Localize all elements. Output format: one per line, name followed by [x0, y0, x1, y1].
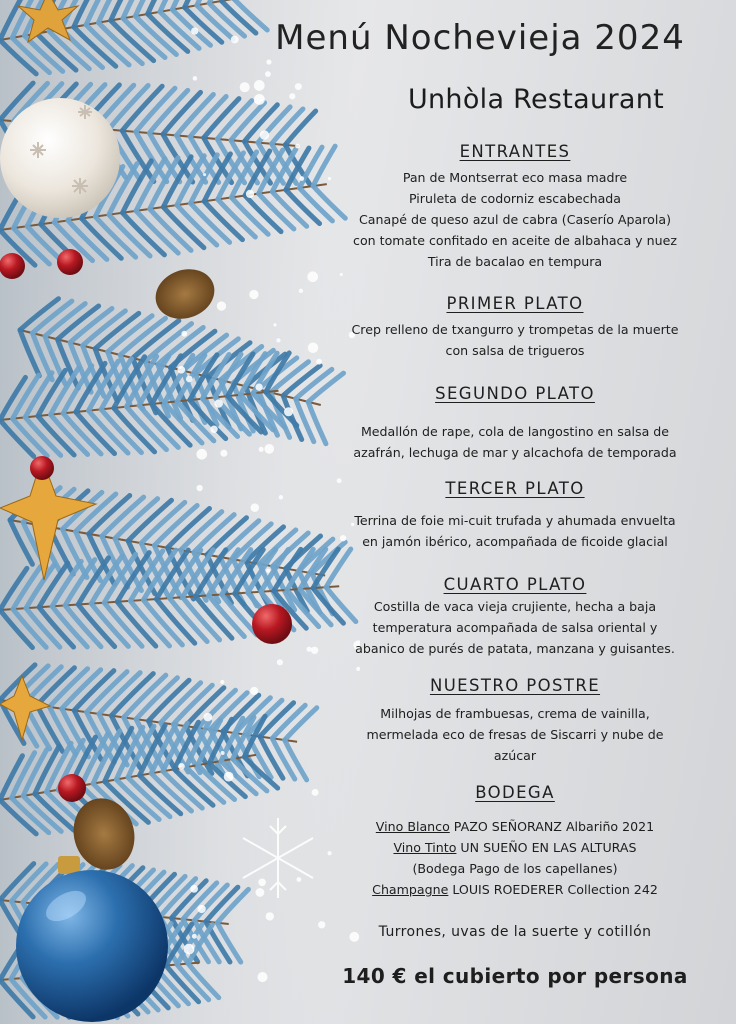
menu-section-bodega [300, 783, 730, 900]
dish-line: con salsa de trigueros [445, 343, 585, 358]
snow-dot [220, 450, 227, 457]
snow-dot [266, 59, 271, 64]
snow-dot [276, 338, 280, 342]
menu-section-primer-plato [300, 294, 730, 361]
snow-dot [181, 331, 187, 337]
wine-name: PAZO SEÑORANZ Albariño 2021 [449, 819, 655, 834]
wine-name: UN SUEÑO EN LAS ALTURAS [456, 840, 637, 855]
snow-dot [260, 130, 269, 139]
section-heading: NUESTRO POSTRE [429, 676, 601, 695]
snow-dot [224, 772, 234, 782]
dish-line: Milhojas de frambuesas, crema de vainilla, [380, 706, 650, 721]
restaurant-name: Unhòla Restaurant [407, 84, 664, 115]
dish-line: Terrina de foie mi-cuit trufada y ahumada envuelta [354, 513, 676, 528]
wine-line [300, 858, 730, 879]
wine-line [300, 879, 730, 900]
wine-label: Vino Tinto [393, 840, 457, 855]
snow-dot [265, 71, 271, 77]
dish-line: Medallón de rape, cola de langostino en salsa de [360, 424, 670, 439]
snow-dot [255, 384, 262, 391]
dish-line: en jamón ibérico, acompañada de ficoide glacial [362, 534, 668, 549]
dish-line: con tomate confitado en aceite de albahaca y nuez [353, 233, 677, 248]
snow-dot [198, 905, 206, 913]
dish-line: abanico de purés de patata, manzana y guisantes. [355, 641, 675, 656]
price-line: 140 € el cubierto por persona [342, 964, 688, 988]
snow-dot [277, 659, 283, 665]
dish-line: mermelada eco de fresas de Siscarri y nube de [366, 727, 664, 742]
snow-dot [289, 93, 295, 99]
dish-line: temperatura acompañada de salsa oriental y [372, 620, 658, 635]
dish-line: azúcar [493, 748, 537, 763]
snow-dot [196, 449, 207, 460]
snow-dot [196, 485, 202, 491]
snow-dot [251, 503, 260, 512]
snow-dot [249, 290, 258, 299]
snow-dot [193, 76, 197, 80]
snow-dot [250, 687, 258, 695]
menu-section-entrantes [300, 142, 730, 272]
snow-dot [204, 713, 213, 722]
snow-dot [217, 301, 226, 310]
dish-line: Crep relleno de txangurro y trompetas de la muerte [351, 322, 679, 337]
snow-dot [258, 878, 266, 886]
snow-dot [178, 763, 185, 770]
snow-dot [259, 447, 264, 452]
dish-line: Pan de Montserrat eco masa madre [402, 170, 628, 185]
snow-dot [264, 444, 274, 454]
dish-line: Costilla de vaca vieja crujiente, hecha a baja [373, 599, 657, 614]
snow-dot [221, 751, 225, 755]
section-heading: TERCER PLATO [445, 479, 585, 498]
menu-content [275, 0, 730, 1024]
section-heading: CUARTO PLATO [443, 575, 587, 594]
snow-dot [254, 94, 265, 105]
dish-line: azafrán, lechuga de mar y alcachofa de temporada [353, 445, 677, 460]
wine-label: Champagne [372, 882, 449, 897]
section-heading: PRIMER PLATO [446, 294, 584, 313]
snow-dot [266, 569, 270, 573]
wine-name: LOUIS ROEDERER Collection 242 [448, 882, 658, 897]
snow-dot [246, 190, 254, 198]
menu-section-segundo-plato [300, 384, 730, 463]
snow-dot [214, 399, 222, 407]
snow-dot [192, 934, 197, 939]
snow-dot [266, 912, 274, 920]
dish-line: Piruleta de codorniz escabechada [408, 191, 622, 206]
menu-section-tercer-plato [300, 479, 730, 552]
snow-dot [256, 888, 265, 897]
snow-dot [254, 80, 265, 91]
menu-section-nuestro-postre [300, 676, 730, 766]
snow-dot [284, 407, 293, 416]
extras-line: Turrones, uvas de la suerte y cotillón [378, 924, 652, 940]
wine-line [300, 816, 730, 837]
snow-dot [190, 885, 198, 893]
section-heading: ENTRANTES [459, 142, 571, 161]
snow-dot [279, 495, 283, 499]
dish-line: Tira de bacalao en tempura [427, 254, 603, 269]
snow-dot [203, 173, 206, 176]
snow-dot [184, 944, 195, 955]
wine-name: (Bodega Pago de los capellanes) [412, 861, 618, 876]
wine-label: Vino Blanco [375, 819, 450, 834]
dish-line: Canapé de queso azul de cabra (Caserío Aparola) [359, 212, 671, 227]
snow-dot [257, 972, 267, 982]
page-title: Menú Nochevieja 2024 [275, 18, 685, 58]
snow-dot [186, 376, 193, 383]
snow-dot [240, 82, 250, 92]
section-heading: SEGUNDO PLATO [435, 384, 595, 403]
white-ornament-icon [0, 98, 120, 218]
snow-dot [210, 426, 217, 433]
menu-section-cuarto-plato [300, 575, 730, 659]
snow-dot [220, 680, 224, 684]
section-heading: BODEGA [475, 783, 555, 802]
snow-dot [273, 323, 276, 326]
snow-dot [177, 366, 185, 374]
wine-line [300, 837, 730, 858]
